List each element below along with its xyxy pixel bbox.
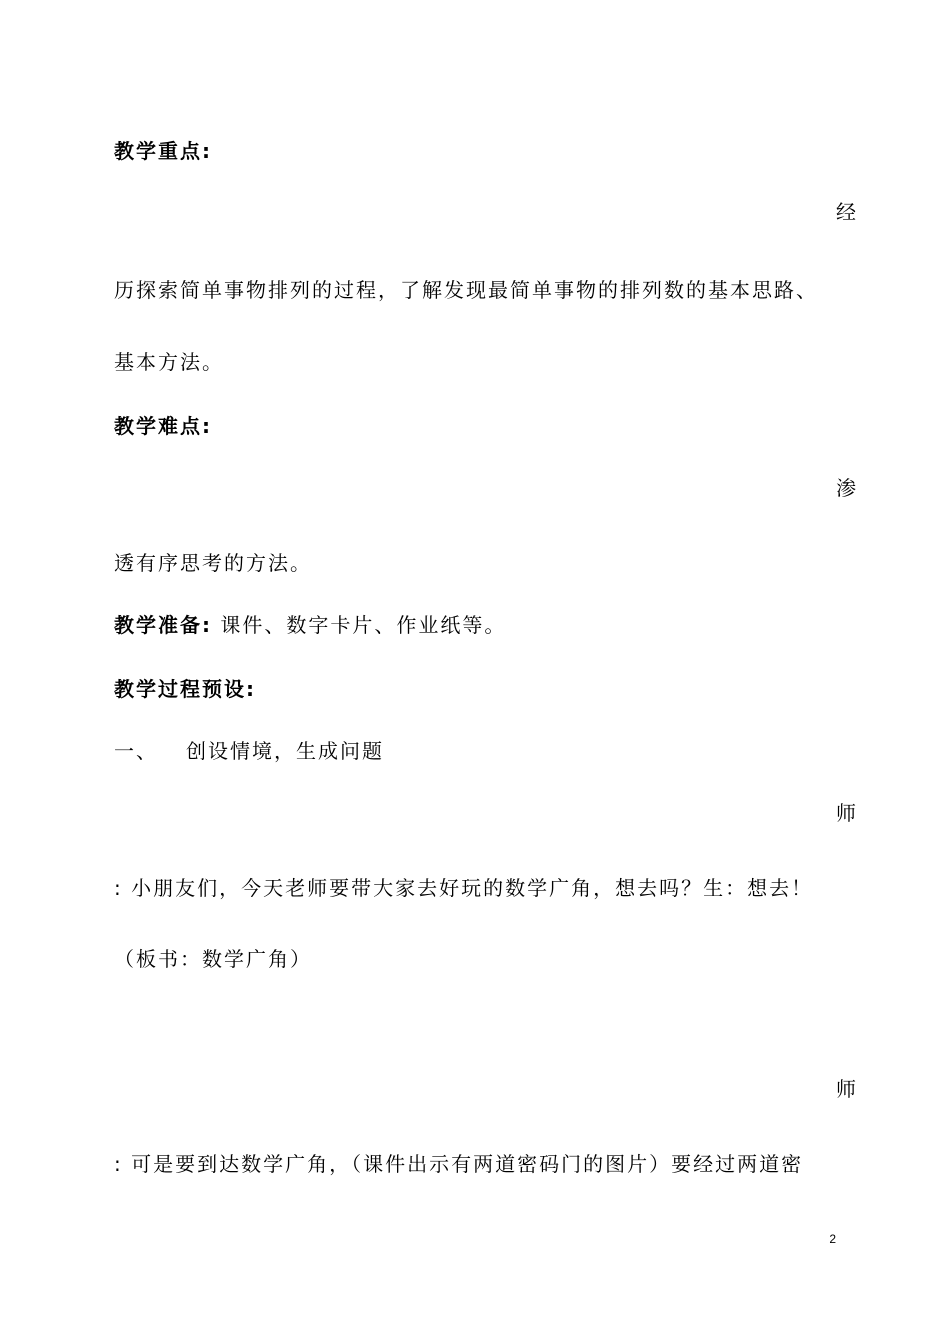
focus-body-line2: 基本方法。 bbox=[114, 350, 224, 374]
teacher2-char: 师 bbox=[836, 1077, 858, 1101]
focus-body-line1: 历探索简单事物排列的过程，了解发现最简单事物的排列数的基本思路、 bbox=[114, 278, 818, 302]
teacher2-text: : 可是要到达数学广角，（课件出示有两道密码门的图片）要经过两道密 bbox=[114, 1152, 804, 1176]
prep-label: 教学准备: bbox=[114, 613, 212, 637]
step1-title: 创设情境，生成问题 bbox=[186, 739, 384, 763]
page-number: 2 bbox=[829, 1232, 836, 1246]
step1-line bbox=[114, 739, 384, 763]
teacher1-text: : 小朋友们，今天老师要带大家去好玩的数学广角，想去吗？生：想去！ bbox=[114, 876, 814, 900]
prep-line bbox=[114, 613, 506, 637]
board-text: （板书：数学广角） bbox=[114, 947, 312, 971]
difficulty-body: 透有序思考的方法。 bbox=[114, 551, 312, 575]
prep-text: 课件、数字卡片、作业纸等。 bbox=[220, 613, 507, 637]
teacher1-char: 师 bbox=[836, 801, 858, 825]
process-heading: 教学过程预设: bbox=[114, 677, 256, 701]
focus-first-char: 经 bbox=[836, 200, 858, 224]
difficulty-heading: 教学难点: bbox=[114, 414, 212, 438]
focus-heading: 教学重点: bbox=[114, 139, 212, 163]
step1-number: 一、 bbox=[114, 739, 158, 763]
difficulty-first-char: 渗 bbox=[836, 476, 858, 500]
